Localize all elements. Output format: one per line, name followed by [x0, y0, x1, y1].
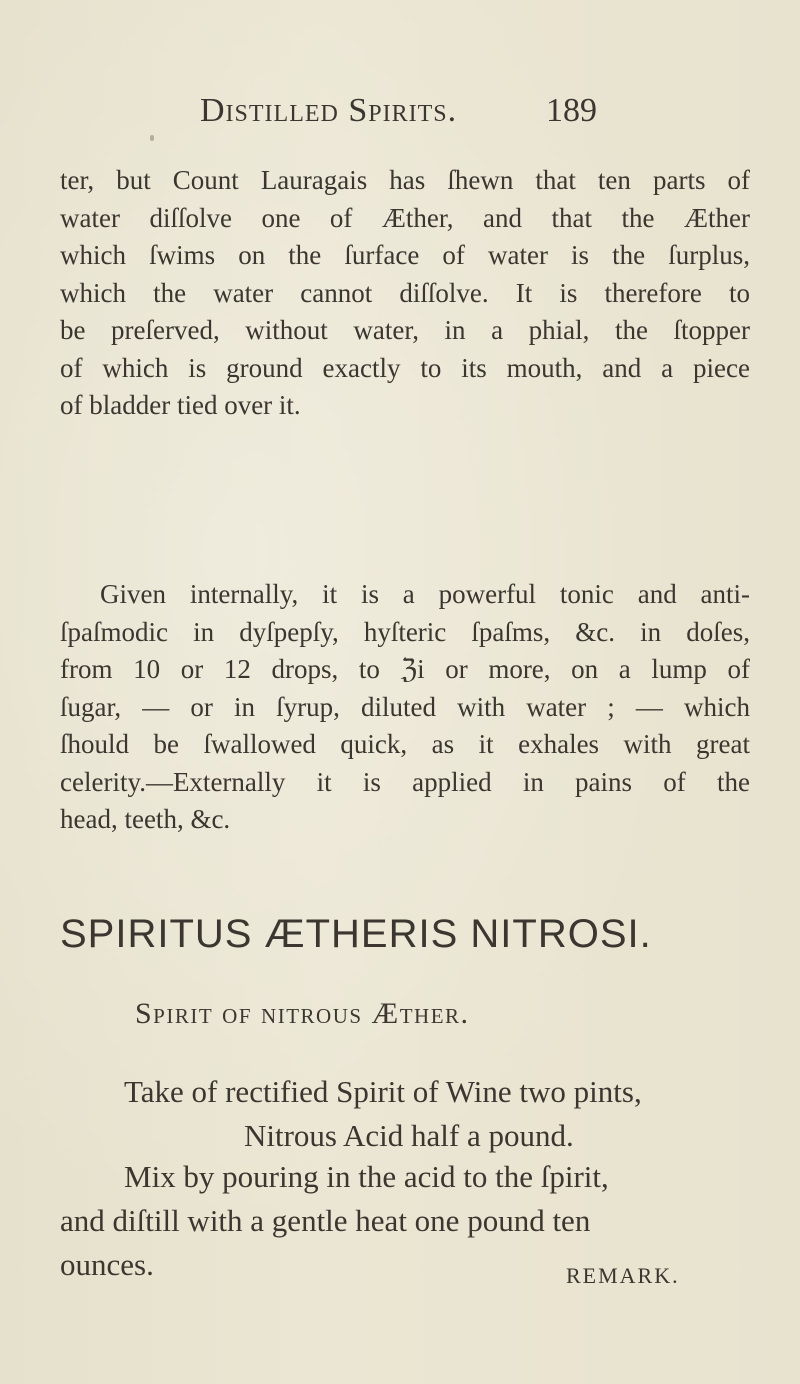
section-subtitle: Spirit of nitrous Æther. [135, 997, 470, 1030]
catchword: REMARK. [566, 1263, 680, 1288]
text-line: which ſwims on the ſurface of water is the ſurplus, [60, 240, 750, 270]
running-head-title: Distilled Spirits. [200, 92, 458, 129]
text-line: of which is ground exactly to its mouth, and a piece [60, 352, 750, 383]
page-number: 189 [546, 92, 597, 129]
ingredient-line: Nitrous Acid half a pound. [244, 1118, 574, 1153]
paragraph-continuation [60, 162, 750, 425]
text-line: head, teeth, &c. [60, 804, 231, 834]
ingredient-line: Take of rectified Spirit of Wine two pints, [124, 1074, 642, 1109]
method-line: Mix by pouring in the acid to the ſpirit, [124, 1159, 609, 1194]
section-title: SPIRITUS ÆTHERIS NITROSI. [60, 912, 652, 956]
running-head [200, 92, 720, 142]
recipe-ingredients [60, 1070, 760, 1158]
text-line: of bladder tied over it. [60, 390, 301, 420]
text-line: ter, but Count Lauragais has ſhewn that ten parts of [60, 165, 750, 195]
text-line: ſhould be ſwallowed quick, as it exhales with great [60, 729, 750, 759]
method-line: ounces. [60, 1247, 154, 1282]
text-line: ſpaſmodic in dyſpepſy, hyſteric ſpaſms, &c. in doſes, [60, 616, 750, 647]
text-line: ſugar, — or in ſyrup, diluted with water ; — which [60, 691, 750, 722]
ink-speck [150, 135, 154, 141]
text-line: water diſſolve one of Æther, and that the Æther [60, 202, 750, 233]
text-line: Given internally, it is a powerful tonic and anti- [100, 579, 750, 609]
paragraph-usage [60, 576, 750, 839]
method-line: and diſtill with a gentle heat one pound ten [60, 1203, 591, 1238]
text-line: celerity.—Externally it is applied in pains of the [60, 766, 750, 797]
text-line: from 10 or 12 drops, to ℨi or more, on a lump of [60, 654, 750, 684]
text-line: which the water cannot diſſolve. It is therefore to [60, 277, 750, 308]
text-line: be preſerved, without water, in a phial, the ſtopper [60, 315, 750, 345]
